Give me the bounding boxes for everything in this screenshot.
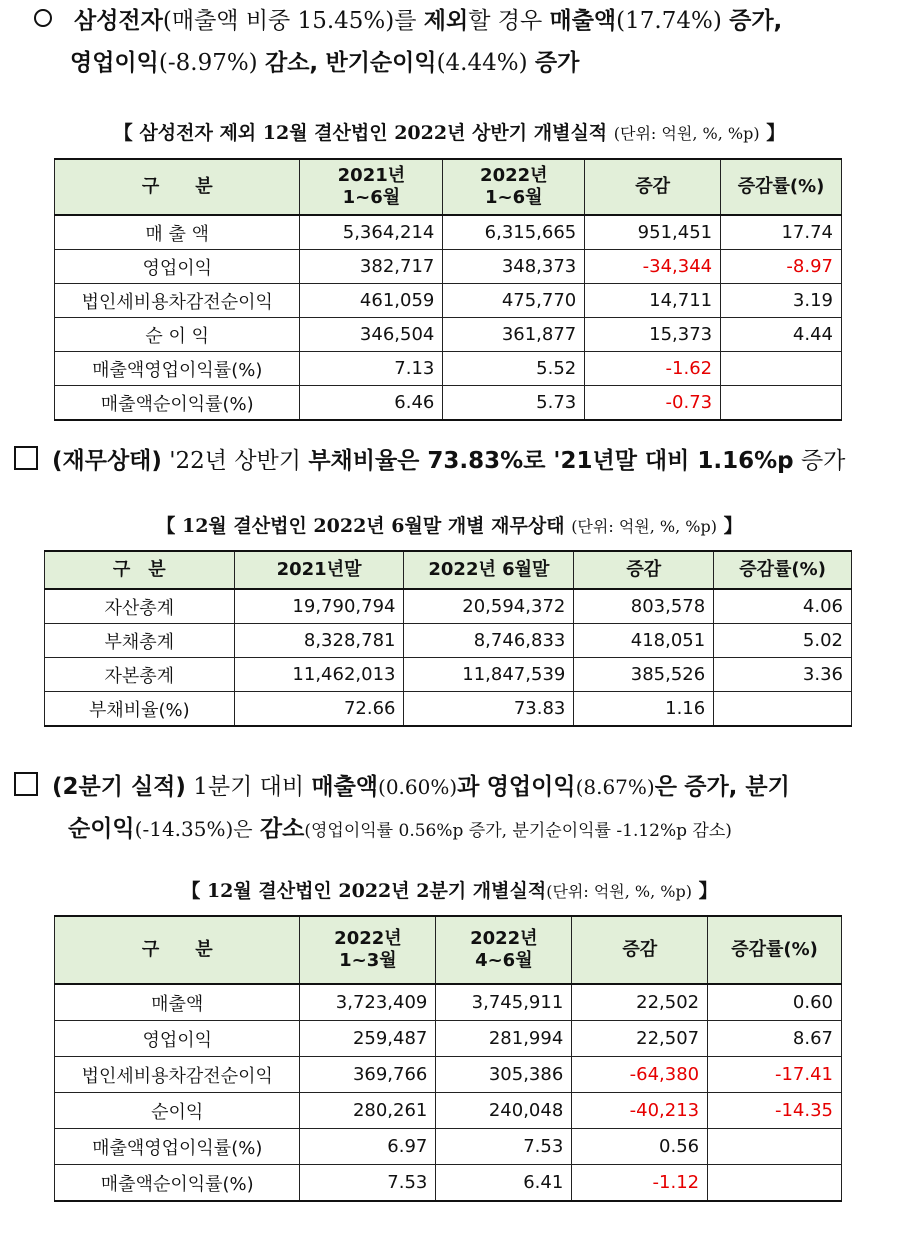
row-label: 순 이 익 [55,318,300,352]
row-label: 매출액영업이익률(%) [55,352,300,386]
row-label: 영업이익 [55,250,300,284]
table-cell: -0.73 [585,386,721,421]
table-cell: 5.73 [443,386,585,421]
table-cell: 5.52 [443,352,585,386]
table3-header-cell: 구 분 [55,916,300,984]
table-cell: 3.36 [714,658,852,692]
table-cell [708,1165,842,1202]
table-cell: 72.66 [234,692,404,727]
table-cell: 0.60 [708,984,842,1021]
table-cell: -34,344 [585,250,721,284]
table1-title: 【 삼성전자 제외 12월 결산법인 2022년 상반기 개별실적 (단위: 억원, %, %p) 】 [113,122,786,144]
table-cell: 3,745,911 [436,984,572,1021]
table3-header-cell: 증감률(%) [708,916,842,984]
table-cell: 8,328,781 [234,624,404,658]
row-label: 부채비율(%) [45,692,235,727]
table2-header-cell: 구 분 [45,551,235,589]
table-row [55,318,842,352]
table-cell: 369,766 [300,1057,436,1093]
table-cell: 4.44 [721,318,842,352]
table-cell: 7.13 [300,352,443,386]
table-row [55,386,842,421]
table-cell: 418,051 [574,624,714,658]
table-row [55,215,842,250]
table-cell: -17.41 [708,1057,842,1093]
table2-title: 【 12월 결산법인 2022년 6월말 개별 재무상태 (단위: 억원, %, %p) 】 [156,515,743,537]
table1-header-cell: 구 분 [55,159,300,215]
row-label: 부채총계 [45,624,235,658]
table-cell: -8.97 [721,250,842,284]
table-cell: 5,364,214 [300,215,443,250]
table-cell: 475,770 [443,284,585,318]
row-label: 매출액순이익률(%) [55,1165,300,1202]
row-label: 법인세비용차감전순이익 [55,1057,300,1093]
table-cell: 385,526 [574,658,714,692]
table-cell: 22,502 [572,984,708,1021]
table-row [55,1129,842,1165]
table1-header-cell: 2021년 1~6월 [300,159,443,215]
table-cell: 8,746,833 [404,624,574,658]
table-cell: 951,451 [585,215,721,250]
table2-header-cell: 2022년 6월말 [404,551,574,589]
row-label: 매출액 [55,984,300,1021]
table2-header-cell: 증감 [574,551,714,589]
table1-header-cell: 2022년 1~6월 [443,159,585,215]
table3-header-cell: 증감 [572,916,708,984]
row-label: 매 출 액 [55,215,300,250]
intro-line-1: 삼성전자(매출액 비중 15.45%)를 제외할 경우 매출액(17.74%) 증가, [0,0,899,42]
table-cell: 361,877 [443,318,585,352]
table-cell: 280,261 [300,1093,436,1129]
table1 [54,158,842,421]
table-cell: 382,717 [300,250,443,284]
table3-header-cell: 2022년 1~3월 [300,916,436,984]
table-cell: 240,048 [436,1093,572,1129]
table-cell: 15,373 [585,318,721,352]
table-row [45,624,852,658]
row-label: 매출액영업이익률(%) [55,1129,300,1165]
table-row [55,284,842,318]
table-cell: 803,578 [574,589,714,624]
intro-line-2: 영업이익(-8.97%) 감소, 반기순이익(4.44%) 증가 [70,50,580,76]
table-cell: -1.12 [572,1165,708,1202]
table-cell: 4.06 [714,589,852,624]
table-cell: 0.56 [572,1129,708,1165]
table-cell: 461,059 [300,284,443,318]
table2-header-row [45,551,852,589]
table-row [45,692,852,727]
table-cell: 11,847,539 [404,658,574,692]
table-cell: 7.53 [300,1165,436,1202]
row-label: 법인세비용차감전순이익 [55,284,300,318]
table-row [45,589,852,624]
table-cell: -14.35 [708,1093,842,1129]
row-label: 영업이익 [55,1021,300,1057]
table-cell: 20,594,372 [404,589,574,624]
table-cell: 14,711 [585,284,721,318]
table-row [55,352,842,386]
table-cell: 19,790,794 [234,589,404,624]
circle-bullet-icon [34,9,52,27]
table-cell: 11,462,013 [234,658,404,692]
table-row [55,250,842,284]
checkbox-square-icon [14,446,38,470]
table-cell: 5.02 [714,624,852,658]
table-cell: 3.19 [721,284,842,318]
row-label: 자본총계 [45,658,235,692]
table-row [55,984,842,1021]
table-cell [714,692,852,727]
table-cell: -1.62 [585,352,721,386]
table-cell: 305,386 [436,1057,572,1093]
table-cell: -40,213 [572,1093,708,1129]
table2 [44,550,852,727]
table-row [55,1057,842,1093]
table-cell: 6.41 [436,1165,572,1202]
table-cell: 8.67 [708,1021,842,1057]
table-cell: 6.97 [300,1129,436,1165]
row-label: 자산총계 [45,589,235,624]
row-label: 매출액순이익률(%) [55,386,300,421]
table3 [54,915,842,1202]
table-cell [708,1129,842,1165]
table-cell: 7.53 [436,1129,572,1165]
table-cell: 259,487 [300,1021,436,1057]
section2-heading: (재무상태) '22년 상반기 부채비율은 73.83%로 '21년말 대비 1.16%p 증가 [0,440,899,482]
table-cell: 281,994 [436,1021,572,1057]
table-row [45,658,852,692]
table1-header-row [55,159,842,215]
row-label: 순이익 [55,1093,300,1129]
intro-paragraph [0,0,899,84]
table-cell: 17.74 [721,215,842,250]
table1-header-cell: 증감률(%) [721,159,842,215]
table3-header-row [55,916,842,984]
table-row [55,1021,842,1057]
table-row [55,1165,842,1202]
table-cell: 3,723,409 [300,984,436,1021]
table-cell: 348,373 [443,250,585,284]
table-cell: 1.16 [574,692,714,727]
table1-header-cell: 증감 [585,159,721,215]
table-cell: 22,507 [572,1021,708,1057]
table3-header-cell: 2022년 4~6월 [436,916,572,984]
table-row [55,1093,842,1129]
table2-header-cell: 2021년말 [234,551,404,589]
table-cell [721,352,842,386]
table-cell: 6.46 [300,386,443,421]
table-cell [721,386,842,421]
table-cell: -64,380 [572,1057,708,1093]
checkbox-square-icon [14,772,38,796]
table-cell: 346,504 [300,318,443,352]
table-cell: 73.83 [404,692,574,727]
section3-heading: (2분기 실적) 1분기 대비 매출액(0.60%)과 영업이익(8.67%)은 증가, 분기 순이익(-14.35%)은 감소(영업이익률 0.56%p 증가, 분기순이익률 -1.12%p 감소) [0,766,899,852]
table3-title: 【 12월 결산법인 2022년 2분기 개별실적(단위: 억원, %, %p) 】 [181,880,718,902]
table-cell: 6,315,665 [443,215,585,250]
table2-header-cell: 증감률(%) [714,551,852,589]
